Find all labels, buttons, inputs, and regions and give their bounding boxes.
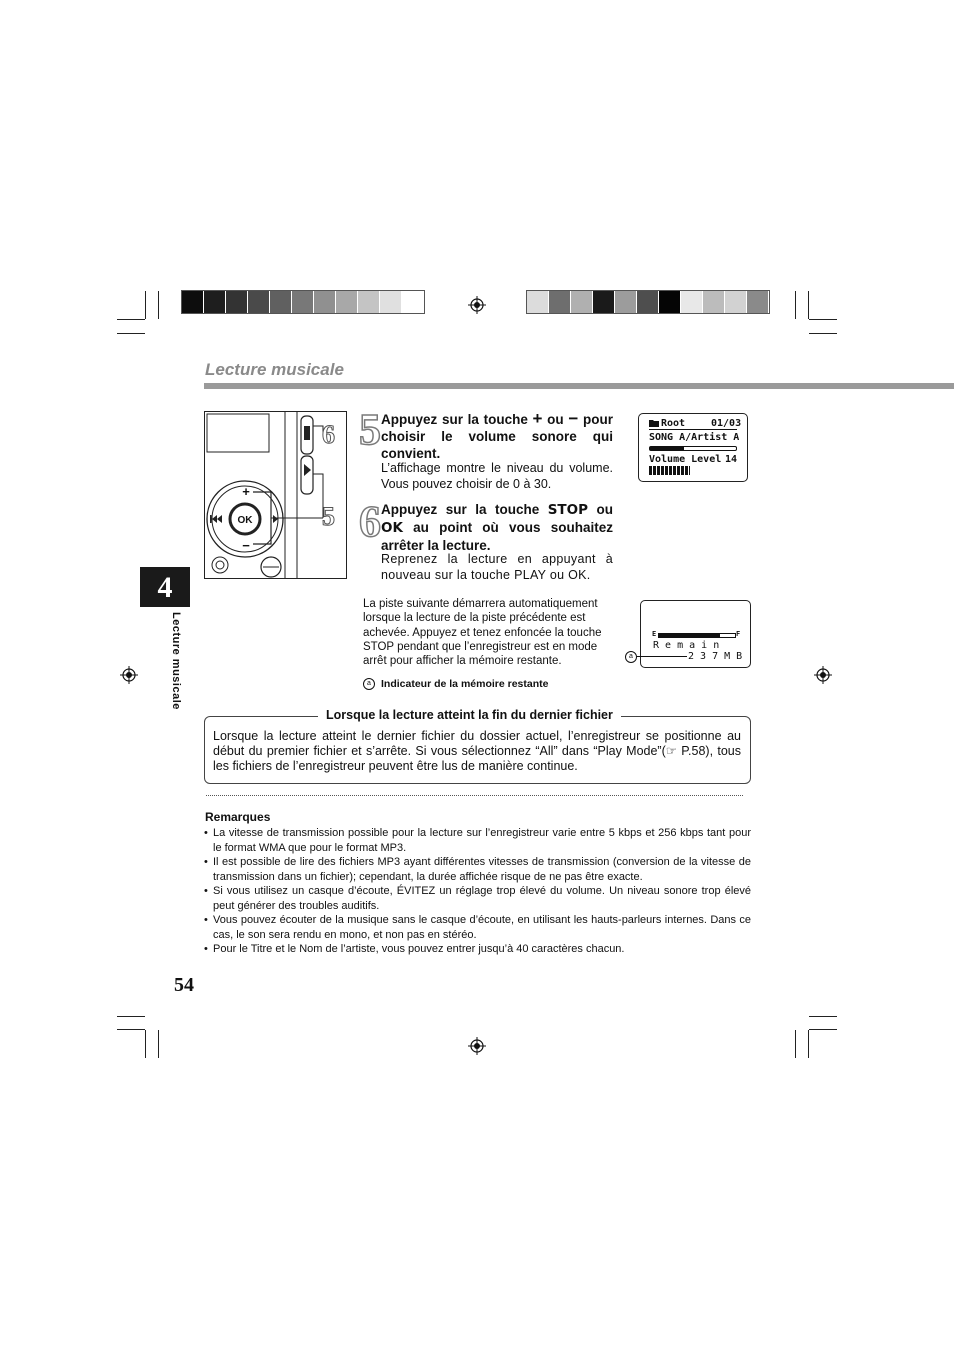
plus-label: + — [242, 484, 250, 499]
lcd-memory-bar — [658, 633, 736, 638]
calibration-swatch — [182, 291, 204, 313]
legend-text: Indicateur de la mémoire restante — [381, 678, 549, 690]
marker-a-leader — [637, 656, 687, 657]
reference-hand-icon: ☞ — [665, 744, 677, 758]
callout-5: 5 — [322, 502, 335, 531]
step-5-body: L’affichage montre le niveau du volume. Vous pouvez choisir de 0 à 30. — [381, 461, 613, 491]
calibration-swatch — [402, 291, 424, 313]
calibration-swatch — [549, 291, 571, 313]
dotted-separator — [206, 795, 743, 796]
step-5-heading: Appuyez sur la touche + ou − pour choisir le volume sonore qui convient. — [381, 409, 613, 461]
chapter-tab: 4 — [140, 567, 190, 607]
page-number: 54 — [174, 974, 194, 996]
calibration-swatch — [615, 291, 637, 313]
registration-mark-icon — [814, 666, 832, 684]
device-illustration — [204, 411, 347, 579]
lcd-track: 01/03 — [711, 418, 742, 429]
registration-mark-icon — [468, 1037, 486, 1055]
section-title: Lecture musicale — [205, 360, 344, 379]
calibration-swatch — [593, 291, 615, 313]
calibration-swatch — [204, 291, 226, 313]
lcd-song: SONG A/Artist A — [649, 432, 740, 443]
auto-play-paragraph: La piste suivante démarrera automatiquement lorsque la lecture de la piste précédente est achevée. Appuyez et tenez enfoncée la touche STOP pendant que l’enregistreur est en mode arrêt pour afficher la mémoire restante. — [363, 598, 602, 668]
callout-6: 6 — [322, 420, 335, 449]
list-item: • Il est possible de lire des fichiers MP3 ayant différentes vitesses de transmission (conversion de la vitesse de transmission dans un fichier); cependant, la durée affichée risque de ne pas être exacte. — [205, 855, 751, 884]
marker-a-circle: a — [625, 651, 637, 663]
calibration-swatch — [571, 291, 593, 313]
registration-mark-icon — [468, 296, 486, 314]
calibration-swatch — [747, 291, 769, 313]
list-item: • La vitesse de transmission possible pour la lecture sur l’enregistreur varie entre 5 kbps et 256 kbps tant pour le format WMA que pour le format MP3. — [205, 826, 751, 855]
step-6-heading: Appuyez sur la touche STOP ou OK au point où vous souhaitez arrêter la lecture. — [381, 502, 613, 553]
list-item: • Si vous utilisez un casque d’écoute, ÉVITEZ un réglage trop élevé du volume. Un niveau sonore trop élevé peut générer des troubles auditifs. — [205, 884, 751, 913]
step-6-number: 6 — [359, 497, 381, 546]
lcd-remain-display — [640, 600, 751, 668]
lcd-remain-label: R e m a i n — [653, 640, 720, 651]
list-item: • Vous pouvez écouter de la musique sans le casque d’écoute, en utilisant les hauts-parleurs internes. Dans ce cas, le son sera rendu en mono, et non pas en stéréo. — [205, 913, 751, 942]
remarks-title: Remarques — [205, 810, 271, 824]
lcd-folder: Root — [661, 418, 686, 429]
legend — [363, 678, 548, 690]
note-title: Lorsque la lecture atteint la fin du dernier fichier — [318, 708, 621, 722]
lcd-volume-bar — [649, 466, 737, 475]
lcd-remain-value: 2 3 7 M B — [688, 651, 743, 662]
lcd-volume-display — [638, 413, 748, 482]
step-5-number: 5 — [359, 405, 381, 454]
minus-label: − — [242, 538, 250, 553]
calibration-swatch — [248, 291, 270, 313]
lcd-f-label: F — [736, 630, 741, 638]
registration-mark-icon — [120, 666, 138, 684]
note-text: Lorsque la lecture atteint le dernier fichier du dossier actuel, l’enregistreur se positionne au début du premier fichier et s’arrête. Si vous sélectionnez “All” dans “Play Mode”(☞ P.58), tous les fichiers de l’enregistreur peuvent être lus de manière continue. — [213, 729, 741, 773]
calibration-swatch — [270, 291, 292, 313]
calibration-swatch — [637, 291, 659, 313]
vertical-chapter-label: Lecture musicale — [170, 612, 182, 710]
lcd-progress — [649, 446, 737, 451]
remarks-list — [205, 826, 751, 957]
calibration-swatch — [336, 291, 358, 313]
calibration-swatch — [226, 291, 248, 313]
calibration-swatch — [380, 291, 402, 313]
section-rule — [204, 383, 954, 389]
lcd-volume-label: Volume Level — [649, 454, 722, 465]
lcd-e-label: E — [652, 630, 657, 638]
calibration-swatch — [527, 291, 549, 313]
step-6-body: Reprenez la lecture en appuyant à nouveau sur la touche PLAY ou OK. — [381, 552, 613, 582]
calibration-strip-left — [181, 290, 425, 314]
calibration-swatch — [314, 291, 336, 313]
ok-button-label: OK — [237, 515, 253, 526]
calibration-swatch — [358, 291, 380, 313]
calibration-swatch — [725, 291, 747, 313]
calibration-swatch — [292, 291, 314, 313]
legend-marker: a — [363, 678, 375, 690]
calibration-swatch — [703, 291, 725, 313]
list-item: • Pour le Titre et le Nom de l’artiste, vous pouvez entrer jusqu’à 40 caractères chacun. — [205, 942, 751, 957]
folder-icon — [649, 419, 659, 427]
calibration-swatch — [681, 291, 703, 313]
calibration-swatch — [659, 291, 681, 313]
calibration-strip-right — [526, 290, 770, 314]
lcd-volume-value: 14 — [725, 454, 738, 465]
